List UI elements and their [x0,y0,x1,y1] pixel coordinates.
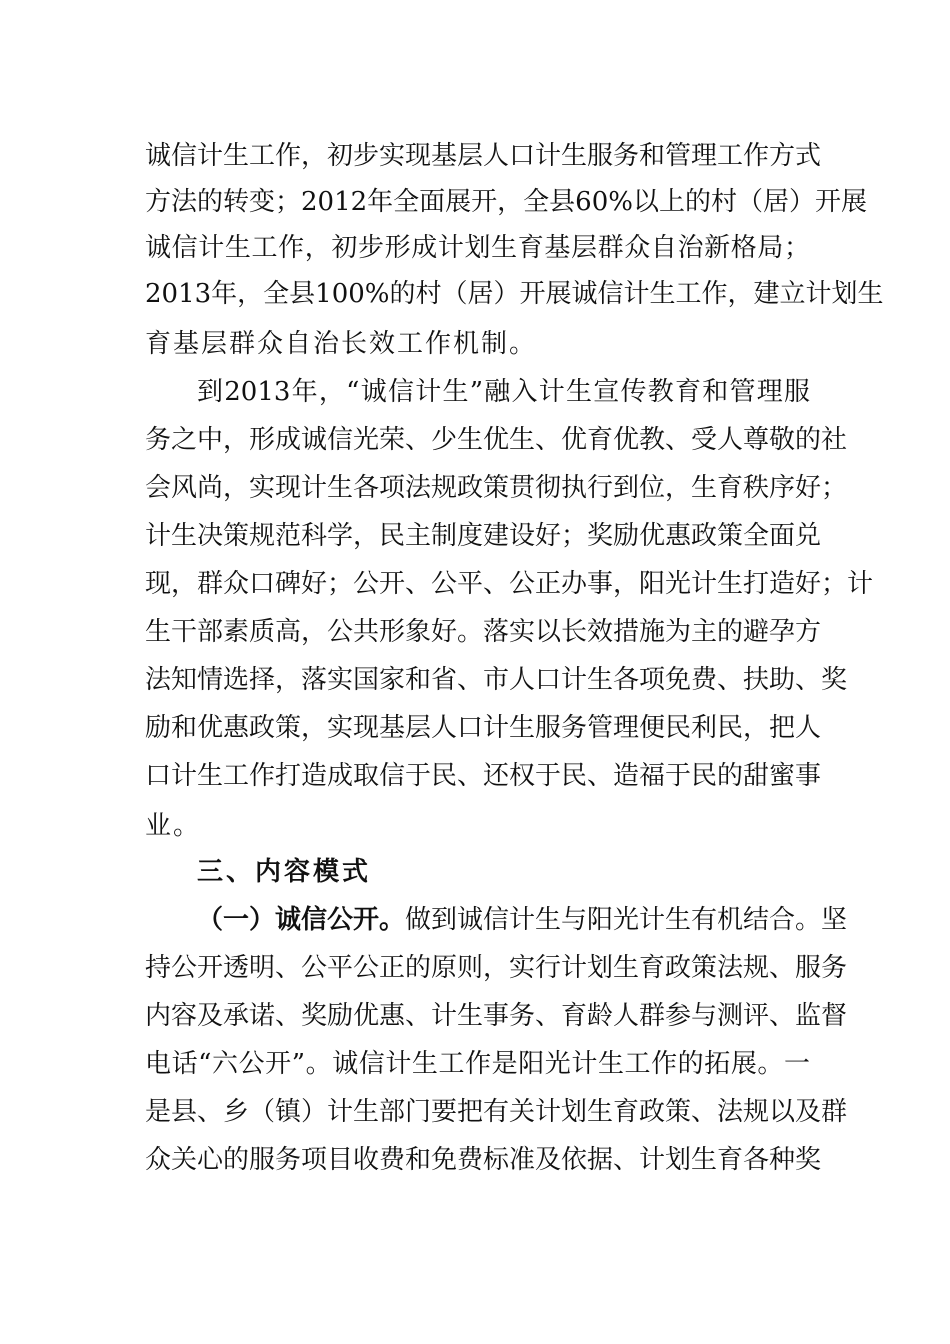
paragraph-line: 众关心的服务项目收费和免费标准及依据、计划生育各种奖 [145,1145,822,1175]
paragraph-line: 会风尚，实现计生各项法规政策贯彻执行到位，生育秩序好； [145,473,848,503]
section-heading: 三、内容模式 [197,857,372,887]
paragraph-line: 务之中，形成诚信光荣、少生优生、优育优教、受人尊敬的社 [145,425,848,455]
paragraph-line: 电话“六公开”。诚信计生工作是阳光计生工作的拓展。一 [145,1049,810,1079]
paragraph-line: 持公开透明、公平公正的原则，实行计划生育政策法规、服务 [145,953,848,983]
paragraph-line: 诚信计生工作，初步实现基层人口计生服务和管理工作方式 [145,141,822,171]
paragraph-line: 法知情选择，落实国家和省、市人口计生各项免费、扶助、奖 [145,665,848,695]
paragraph-line: 诚信计生工作，初步形成计划生育基层群众自治新格局； [145,233,810,263]
subsection-lead: （一）诚信公开。 [197,905,406,935]
paragraph-line: 到2013年，“诚信计生”融入计生宣传教育和管理服 [197,377,810,407]
paragraph-line-rest: 做到诚信计生与阳光计生有机结合。坚 [405,905,848,935]
paragraph-line: 计生决策规范科学，民主制度建设好；奖励优惠政策全面兑 [145,521,822,551]
paragraph-line: 口计生工作打造成取信于民、还权于民、造福于民的甜蜜事 [145,761,822,791]
paragraph-first-line [197,900,848,940]
paragraph-line: 育基层群众自治长效工作机制。 [145,329,538,359]
document-body [145,0,884,1344]
paragraph-line: 业。 [145,811,202,841]
paragraph-line: 方法的转变；2012年全面展开，全县60%以上的村（居）开展 [145,187,867,217]
paragraph-line: 内容及承诺、奖励优惠、计生事务、育龄人群参与测评、监督 [145,1001,848,1031]
paragraph-line: 是县、乡（镇）计生部门要把有关计划生育政策、法规以及群 [145,1097,848,1127]
paragraph-line: 生干部素质高，公共形象好。落实以长效措施为主的避孕方 [145,617,822,647]
paragraph-line: 2013年，全县100%的村（居）开展诚信计生工作，建立计划生 [145,279,884,309]
paragraph-line: 励和优惠政策，实现基层人口计生服务管理便民利民，把人 [145,713,822,743]
paragraph-line: 现，群众口碑好；公开、公平、公正办事，阳光计生打造好；计 [145,569,874,599]
